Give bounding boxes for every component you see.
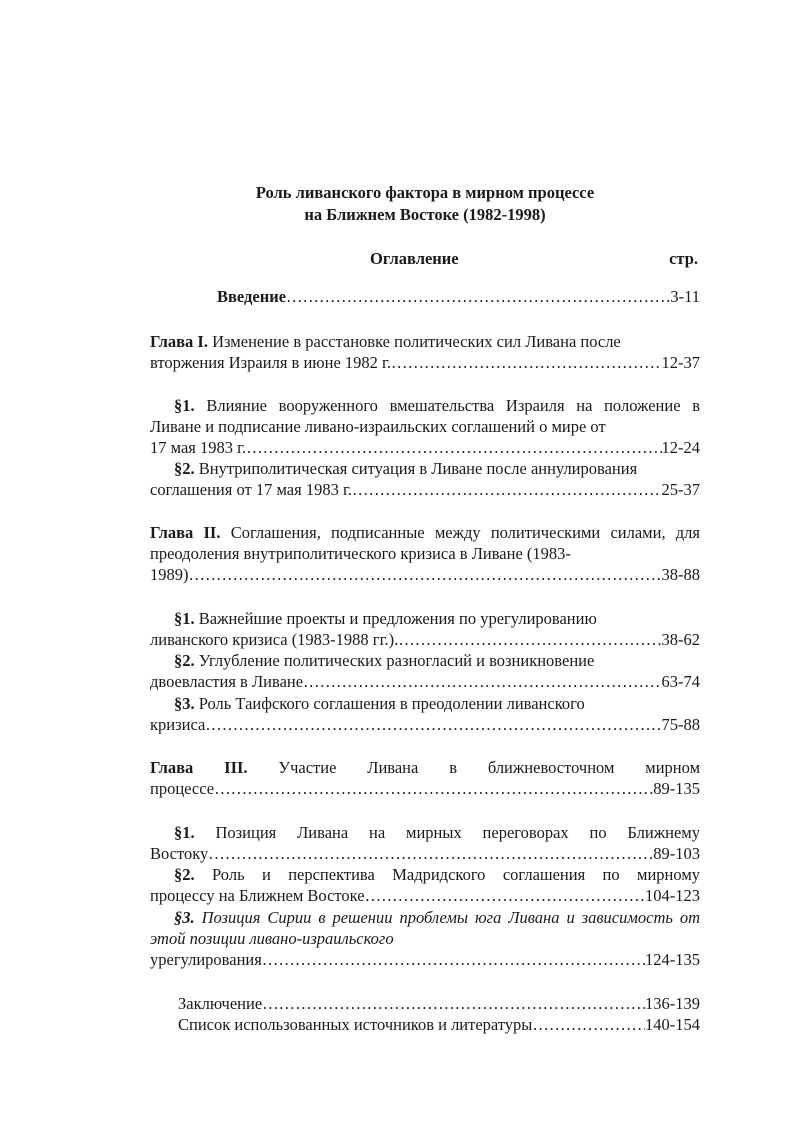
ch3-s3-text: Позиция Сирии в решении проблемы юга Ливана и зависимость от этой позиции ливано-израильского bbox=[150, 908, 700, 949]
toc-entry-chapter-1-section-1-end bbox=[150, 437, 700, 458]
toc-entry-chapter-2 bbox=[150, 522, 700, 565]
ch1-s2-text-end: соглашения от 17 мая 1983 г. bbox=[150, 480, 352, 499]
ch2-s2-label: §2. bbox=[174, 651, 195, 670]
toc-entry-chapter-3-section-2 bbox=[150, 864, 700, 885]
ch3-s2-text: Роль и перспектива Мадридского соглашения по мирному bbox=[212, 865, 701, 884]
ch1-s2-pages: 25-37 bbox=[661, 480, 700, 499]
ch2-s3-label: §3. bbox=[174, 694, 195, 713]
toc-header bbox=[150, 249, 700, 271]
toc-entry-chapter-1-end bbox=[150, 352, 700, 373]
ch3-s3-pages: 124-135 bbox=[645, 950, 700, 969]
ch3-s2-pages: 104-123 bbox=[645, 886, 700, 905]
intro-pages: 3-11 bbox=[670, 287, 700, 306]
ch1-s2-text: Внутриполитическая ситуация в Ливане после аннулирования bbox=[198, 459, 638, 478]
ch3-s1-label: §1. bbox=[174, 823, 195, 842]
ch1-s1-text: Влияние вооруженного вмешательства Израиля на положение в Ливане и подписание ливано-израильских соглашений о мире от bbox=[150, 396, 701, 437]
toc-entry-chapter-3-section-1 bbox=[150, 822, 700, 843]
ch2-s2-pages: 63-74 bbox=[661, 672, 700, 691]
toc-entry-chapter-2-section-2-end bbox=[150, 671, 700, 692]
ch1-s2-label: §2. bbox=[174, 459, 195, 478]
chapter-1-text: Изменение в расстановке политических сил Ливана после bbox=[212, 332, 621, 351]
ch2-s2-text: Углубление политических разногласий и возникновение bbox=[198, 651, 595, 670]
ch2-s1-text: Важнейшие проекты и предложения по урегулированию bbox=[198, 609, 597, 628]
toc-page-label: стр. bbox=[669, 249, 698, 268]
toc-entry-conclusion bbox=[178, 993, 700, 1014]
title-line-2: на Ближнем Востоке (1982-1998) bbox=[304, 205, 546, 224]
conclusion-label: Заключение bbox=[178, 994, 263, 1013]
ch3-s2-text-end: процессу на Ближнем Востоке bbox=[150, 886, 365, 905]
toc-entry-chapter-2-section-1 bbox=[150, 608, 700, 629]
chapter-2-label: Глава II. bbox=[150, 523, 221, 542]
ch3-s3-text-end: урегулирования bbox=[150, 950, 262, 969]
toc-entry-chapter-3 bbox=[150, 757, 700, 778]
toc-entry-sources bbox=[178, 1014, 700, 1035]
toc-entry-chapter-3-section-2-end bbox=[150, 885, 700, 906]
toc-entry-chapter-1-section-1 bbox=[150, 395, 700, 438]
conclusion-pages: 136-139 bbox=[645, 994, 700, 1013]
ch2-s1-text-end: ливанского кризиса (1983-1988 гг.). bbox=[150, 630, 399, 649]
ch2-s1-label: §1. bbox=[174, 609, 195, 628]
toc-entry-chapter-3-section-1-end bbox=[150, 843, 700, 864]
ch2-s2-text-end: двоевластия в Ливане bbox=[150, 672, 304, 691]
chapter-1-pages: 12-37 bbox=[661, 353, 700, 372]
toc-entry-chapter-2-section-1-end bbox=[150, 629, 700, 650]
ch1-s1-pages: 12-24 bbox=[661, 438, 700, 457]
toc-title: Оглавление bbox=[370, 249, 459, 268]
sources-label: Список использованных источников и литературы bbox=[178, 1015, 533, 1034]
ch2-s3-text: Роль Таифского соглашения в преодолении ливанского bbox=[198, 694, 585, 713]
toc-entry-chapter-1 bbox=[150, 331, 700, 352]
document-title bbox=[150, 182, 700, 226]
chapter-3-label: Глава III. bbox=[150, 758, 248, 777]
chapter-2-pages: 38-88 bbox=[661, 565, 700, 584]
chapter-2-text: Соглашения, подписанные между политическими силами, для преодоления внутриполитического кризиса в Ливане (1983- bbox=[150, 523, 700, 564]
toc-entry-chapter-1-section-2 bbox=[150, 458, 700, 479]
chapter-1-label: Глава I. bbox=[150, 332, 208, 351]
toc-entry-chapter-2-end bbox=[150, 564, 700, 585]
ch3-s1-pages: 89-103 bbox=[653, 844, 700, 863]
chapter-3-text-end: процессе bbox=[150, 779, 215, 798]
toc-entry-chapter-3-end bbox=[150, 778, 700, 799]
toc-entry-chapter-3-section-3-end bbox=[150, 949, 700, 970]
toc-entry-chapter-2-section-3-end bbox=[150, 714, 700, 735]
ch3-s1-text-end: Востоку bbox=[150, 844, 209, 863]
ch2-s1-pages: 38-62 bbox=[661, 630, 700, 649]
toc-entry-chapter-3-section-3 bbox=[150, 907, 700, 950]
chapter-1-text-end: вторжения Израиля в июне 1982 г. bbox=[150, 353, 392, 372]
chapter-3-text: Участие Ливана в ближневосточном мирном bbox=[278, 758, 701, 777]
title-line-1: Роль ливанского фактора в мирном процессе bbox=[255, 183, 595, 202]
intro-label: Введение bbox=[217, 287, 287, 306]
toc-entry-chapter-1-section-2-end bbox=[150, 479, 700, 500]
ch1-s1-text-end: 17 мая 1983 г. bbox=[150, 438, 247, 457]
sources-pages: 140-154 bbox=[645, 1015, 700, 1034]
ch2-s3-pages: 75-88 bbox=[661, 715, 700, 734]
chapter-3-pages: 89-135 bbox=[653, 779, 700, 798]
ch3-s3-label: §3. bbox=[174, 908, 195, 927]
ch3-s2-label: §2. bbox=[174, 865, 195, 884]
ch3-s1-text: Позиция Ливана на мирных переговорах по Ближнему bbox=[215, 823, 700, 842]
toc-entry-intro bbox=[217, 286, 700, 307]
chapter-2-text-end: 1989) bbox=[150, 565, 189, 584]
ch2-s3-text-end: кризиса bbox=[150, 715, 206, 734]
toc-entry-chapter-2-section-3 bbox=[150, 693, 700, 714]
ch1-s1-label: §1. bbox=[174, 396, 195, 415]
toc-entry-chapter-2-section-2 bbox=[150, 650, 700, 671]
